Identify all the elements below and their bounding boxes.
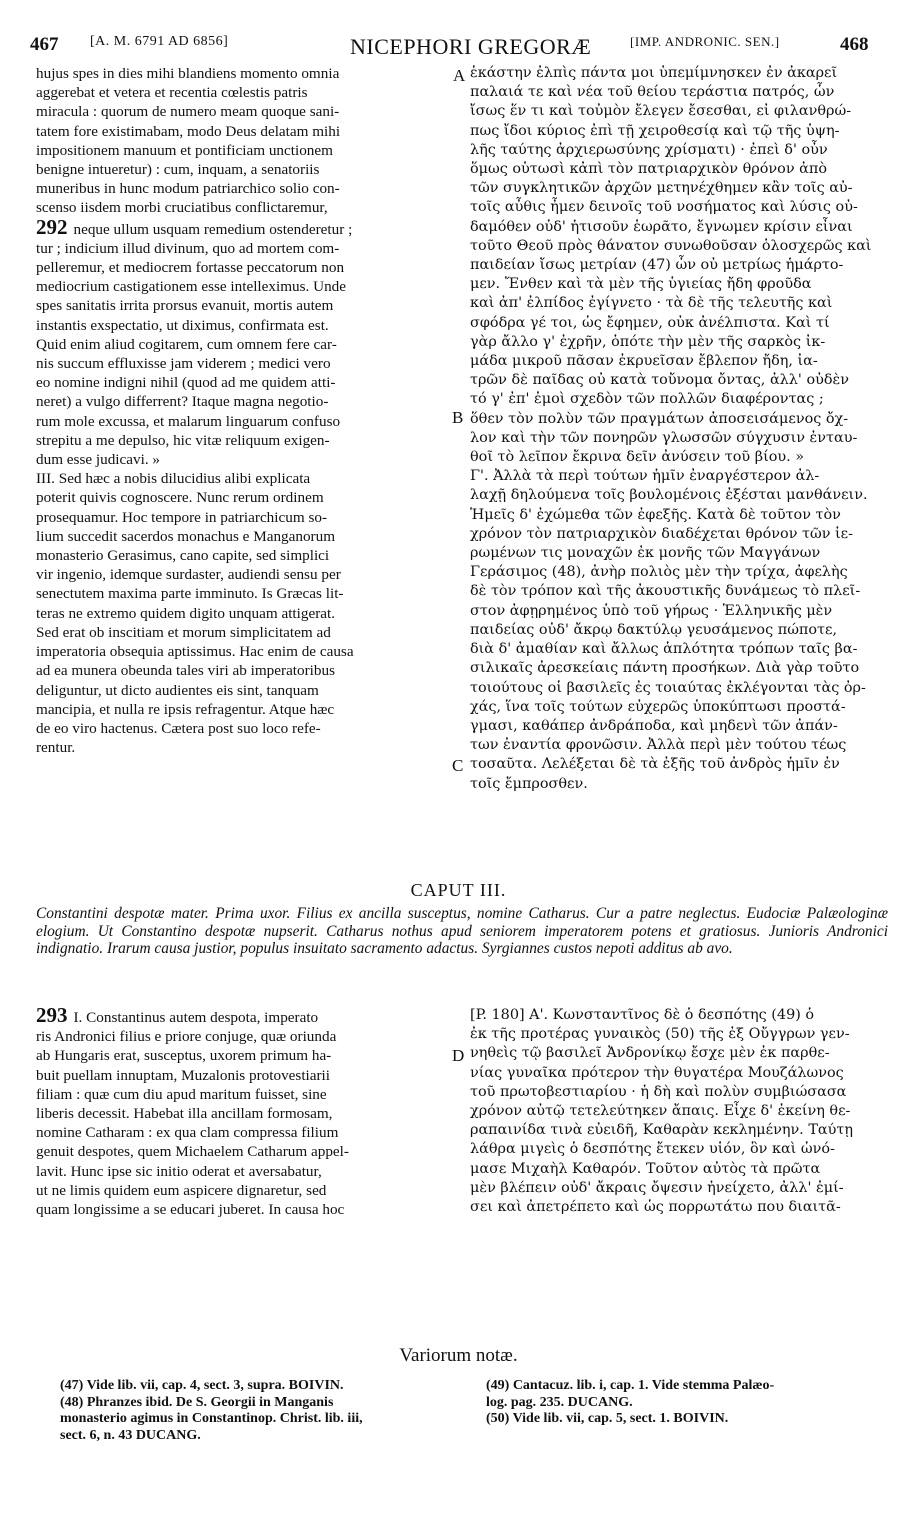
greek-line-text: δὲ τὸν τρόπον καὶ τῆς ἀκουστικῆς δυνάμεως τὸ πλεῖ- (470, 583, 861, 600)
greek-line-text: τοιούτους οἱ βασιλεῖς ἐς τοιαύτας ἐκλέγονται τὰς ὀρ- (470, 679, 866, 696)
latin-line-text: rum mole excussa, et malarum linguarum confuso (36, 412, 341, 430)
latin-line-text: senectutem maxima parte imminuto. Is Græcas lit- (36, 585, 344, 603)
latin-line (36, 642, 448, 661)
latin-line-text: ad ea munera obeunda tales viri ab imperatoribus (36, 662, 335, 680)
greek-line (470, 1083, 882, 1102)
greek-line (470, 390, 882, 409)
greek-line-text: σιλικαῖς ἀρεσκείαις πάντη προσήκων. Διὰ γὰρ τοῦτο (470, 660, 860, 677)
greek-line (470, 448, 882, 467)
greek-line (470, 582, 882, 601)
latin-line-text: poterit quivis cognoscere. Nunc rerum ordinem (36, 489, 324, 507)
latin-line-text: deliguntur, ut dicto audientes eis sint, tanquam (36, 681, 319, 699)
greek-line-text: δαμόθεν οὐδ' ἡτισοῦν ἑωρᾶτο, ἔγνωμεν κρίσιν εἶναι (470, 218, 853, 235)
greek-line (470, 640, 882, 659)
latin-line (36, 1046, 448, 1065)
latin-line-text: imperatoria obsequia aptissimus. Hac enim de causa (36, 643, 354, 661)
section-marker-b: B (452, 408, 464, 427)
latin-line-text: prosequamur. Hoc tempore in patriarchicum so- (36, 508, 328, 526)
greek-line (470, 717, 882, 736)
latin-line (36, 373, 448, 392)
latin-line-text: tatem fore existimabam, modo Deus delatam mihi (36, 122, 341, 140)
latin-line (36, 1181, 448, 1200)
latin-column-bottom (36, 1003, 448, 1219)
latin-line (36, 277, 448, 296)
latin-line (36, 1027, 448, 1046)
latin-line (36, 565, 448, 584)
latin-line-text: hujus spes in dies mihi blandiens momento omnia (36, 65, 340, 82)
latin-line (36, 179, 448, 198)
latin-line (36, 1085, 448, 1104)
latin-line-text: genuit despotes, quem Michaelem Catharum appel- (36, 1143, 349, 1161)
greek-line-text: θοῖ τὸ λεῖπον ἔκρινα δεῖν ἀνύσειν τοῦ βίου. » (470, 449, 805, 466)
latin-line-text: liberis decessit. Habebat illa ancillam formosam, (36, 1105, 333, 1123)
greek-line-text: τοῖς ἔμπροσθεν. (470, 775, 588, 792)
latin-line-text: nomine Catharam : ex qua clam compressa filium (36, 1124, 339, 1142)
latin-line-text: rentur. (36, 739, 76, 757)
latin-line (36, 1003, 448, 1027)
latin-line (36, 214, 448, 239)
section-marker-a: A (453, 66, 466, 85)
greek-line (470, 122, 882, 141)
latin-line (36, 258, 448, 277)
latin-line (36, 546, 448, 565)
year-range-left: [A. M. 6791 AD 6856] (90, 34, 229, 49)
margin-section-number: 292 (36, 214, 68, 239)
latin-line (36, 64, 448, 83)
chapter-summary: Constantini despotæ mater. Prima uxor. Filius ex ancilla susceptus, nomine Catharus. Cur a patre neglectus. Eudociæ Palæologinæ elogium. Ut Constantino despotæ nupserit. Catharus nothus apud seniorem imperatorem potens et gratiosus. Junioris Andronici indignatio. Irarum causa justior, populus insuitato sacramento adactus. Syrgiannes custos nepoti additus ab avo. (36, 905, 888, 958)
latin-line-text: dum esse judicavi. » (36, 451, 161, 469)
latin-line-text: buit puellam innuptam, Muzalonis protovestiarii (36, 1066, 330, 1084)
latin-line-text: benigne intueretur) : cum, inquam, a senatoriis (36, 161, 320, 179)
footnotes-right (486, 1378, 886, 1428)
latin-line (36, 681, 448, 700)
greek-line-text: τό γ' ἐπ' ἐμοὶ σχεδὸν τῶν πολλῶν διαφέροντας ; (470, 391, 824, 408)
latin-line (36, 527, 448, 546)
footnote-line (60, 1395, 460, 1412)
section-marker-c: C (452, 756, 464, 775)
greek-line (470, 333, 882, 352)
latin-line (36, 584, 448, 603)
latin-line-text: aggerebat et vetera et recentia cœlestis patris (36, 84, 308, 102)
latin-line (36, 719, 448, 738)
latin-line (36, 296, 448, 315)
greek-line (470, 179, 882, 198)
latin-line-text: strepitu a me depulso, hic vitæ reliquum exigen- (36, 431, 330, 449)
greek-line-text: στον ἀφῃρημένος ὑπὸ τοῦ γήρως · Ἑλληνικῆς μὲν (470, 602, 833, 619)
greek-column-bottom (470, 1006, 882, 1217)
greek-line-text: [P. 180] Α'. Κωνσταντῖνος δὲ ὁ δεσπότης (49) ὁ (470, 1007, 815, 1023)
margin-section-number: 293 (36, 1003, 68, 1027)
greek-line-text: νίας γυναῖκα πρότερον τὴν θυγατέρα Μουζάλωνος (470, 1064, 844, 1081)
latin-line (36, 1104, 448, 1123)
latin-line-text: pelleremur, et mediocrem fortasse peccatorum non (36, 259, 345, 277)
greek-line-text: λῆς ταύτης ἀρχιερωσύνης χρίσματι) · ἐπεὶ δ' οὖν (470, 141, 828, 158)
latin-line (36, 392, 448, 411)
greek-line (470, 352, 882, 371)
latin-line (36, 450, 448, 469)
greek-line (470, 64, 882, 83)
greek-line-text: σει καὶ ἀπετρέπετο καὶ ὡς πορρωτάτω που διαιτᾶ- (470, 1199, 841, 1216)
greek-line-text: νηθεὶς τῷ βασιλεῖ Ἀνδρονίκῳ ἔσχε μὲν ἐκ παρθε- (470, 1045, 830, 1062)
latin-line-text: muneribus in hunc modum patriarchico solio con- (36, 180, 340, 198)
greek-line-text: ἑκάστην ἐλπὶς πάντα μοι ὑπεμίμνησκεν ἐν ἀκαρεῖ (470, 65, 838, 81)
latin-column-top (36, 64, 448, 757)
footnote-line-text: (50) Vide lib. vii, cap. 5, sect. 1. BOIVIN. (486, 1411, 729, 1427)
latin-line-text: miracula : quorum de numero meam quoque sani- (36, 103, 340, 121)
latin-line (36, 1162, 448, 1181)
greek-line (470, 1198, 882, 1217)
greek-line-text: τοῦ πρωτοβεστιαρίου · ἡ δὴ καὶ πολὺν συμβιώσασα (470, 1083, 847, 1100)
footnote-line-text: (48) Phranzes ibid. De S. Georgii in Manganis (60, 1394, 334, 1410)
greek-line (470, 1140, 882, 1159)
emperor-right: [IMP. ANDRONIC. SEN.] (630, 34, 780, 49)
page-header (0, 0, 917, 72)
latin-line (36, 1066, 448, 1085)
page-number-left: 467 (30, 34, 59, 55)
greek-line-text: τῶν συγκλητικῶν ἀρχῶν μετηνέχθημεν κἂν τοῖς αὐ- (470, 180, 853, 197)
greek-line (470, 1121, 882, 1140)
latin-line (36, 431, 448, 450)
greek-line (470, 1064, 882, 1083)
greek-line (470, 1025, 882, 1044)
latin-line (36, 354, 448, 373)
greek-line-text: ρωμένων τις μοναχῶν ἐκ μονῆς τῶν Μαγγάνων (470, 545, 821, 562)
greek-line-text: μάδα μικροῦ πᾶσαν ἐκρυεῖσαν ἔβλεπον ἤδη, ἰα- (470, 353, 818, 370)
latin-line (36, 1123, 448, 1142)
greek-line (470, 563, 882, 582)
latin-line-text: scenso iisdem morbi cruciatibus conflictaremur, (36, 199, 328, 217)
greek-line (470, 1044, 882, 1063)
greek-line (470, 429, 882, 448)
footnote-line-text: (47) Vide lib. vii, cap. 4, sect. 3, supra. BOIVIN. (60, 1378, 344, 1393)
greek-line-text: Ἡμεῖς δ' ἐχώμεθα τῶν ἐφεξῆς. Κατὰ δὲ τοῦτον τὸν (470, 506, 841, 523)
greek-line-text: χρόνον αὐτῷ τετελεύτηκεν ἄπαις. Εἶχε δ' ἐκείνη θε- (470, 1103, 851, 1120)
latin-line (36, 623, 448, 642)
greek-line-text: Γ'. Ἀλλὰ τὰ περὶ τούτων ἡμῖν ἐναργέστερον ἀλ- (470, 468, 820, 485)
footnote-line-text: log. pag. 235. DUCANG. (486, 1394, 633, 1410)
greek-line-text: παιδείαν ἴσως μετρίαν (47) ὧν οὐ μετρίως ἡμάρτο- (470, 257, 844, 274)
section-marker-d: D (452, 1046, 465, 1065)
greek-line-text: μασε Μιχαὴλ Καθαρόν. Τοῦτον αὐτὸς τὰ πρῶτα (470, 1160, 821, 1177)
greek-line (470, 775, 882, 794)
greek-line-text: χάς, ἵνα τοῖς τούτων εὐχερῶς ὑποκύπτωσι προστά- (470, 698, 846, 715)
latin-line-text: impositionem manuum et pontificiam unctionem (36, 141, 333, 159)
running-title: NICEPHORI GREGORÆ (350, 34, 592, 59)
greek-line (470, 467, 882, 486)
latin-line-text: teras ne extremo quidem digito unquam attigerat. (36, 604, 336, 622)
greek-line (470, 102, 882, 121)
latin-line-text: lium succedit sacerdos monachus e Manganorum (36, 527, 336, 545)
latin-line (36, 412, 448, 431)
latin-line-text: quam longissime a se educari juberet. In causa hoc (36, 1201, 345, 1219)
greek-line-text: τρῶν δὲ παῖδας οὐ κατὰ τοὔνομα ὄντας, ἀλλ' οὐδὲν (470, 372, 849, 389)
latin-line-text: I. Constantinus autem despota, imperato (73, 1009, 319, 1026)
greek-line-text: ραπαινίδα τινὰ εὐειδῆ, Καθαρὰν κεκλημένην. Ταύτῃ (470, 1122, 853, 1139)
greek-line (470, 698, 882, 717)
latin-line-text: neret) a vulgo differrent? Itaque magna negotio- (36, 393, 329, 411)
latin-line-text: de eo viro hactenus. Cætera post suo loco refe- (36, 719, 321, 737)
footnotes-left (60, 1378, 460, 1444)
greek-line-text: μεν. Ἔνθεν καὶ τὰ μὲν τῆς ὑγιείας ἤδη φροῦδα (470, 276, 812, 293)
greek-line (470, 275, 882, 294)
latin-line-text: tur ; indicium illud divinum, quo ad mortem com- (36, 239, 340, 257)
greek-line (470, 659, 882, 678)
footnote-line-text: (49) Cantacuz. lib. i, cap. 1. Vide stemma Palæo- (486, 1378, 775, 1393)
latin-line (36, 83, 448, 102)
latin-line (36, 469, 448, 488)
latin-line-text: III. Sed hæc a nobis dilucidius alibi explicata (36, 470, 311, 488)
latin-line-text: spes sanitatis irrita prorsus evanuit, mortis autem (36, 297, 334, 315)
greek-line (470, 1179, 882, 1198)
greek-line (470, 314, 882, 333)
greek-line (470, 736, 882, 755)
greek-line (470, 410, 882, 429)
greek-line-text: παλαιά τε καὶ νέα τοῦ θείου τεράστια πατρός, ὧν (470, 84, 835, 101)
latin-line (36, 738, 448, 757)
greek-line-text: γμασι, καθάπερ ἀνδράποδα, καὶ μηδενὶ τῶν ἀπάν- (470, 717, 838, 734)
greek-line (470, 256, 882, 275)
latin-line-text: eo nomine indigni nihil (quod ad me quidem atti- (36, 374, 336, 392)
greek-line (470, 1006, 882, 1025)
greek-line-text: Γεράσιμος (48), ἀνὴρ πολιὸς μὲν τὴν τρίχα, ἀφελὴς (470, 564, 848, 581)
greek-line-text: τοσαῦτα. Λελέξεται δὲ τὰ ἑξῆς τοῦ ἀνδρὸς ἡμῖν ἐν (470, 756, 840, 773)
latin-line (36, 198, 448, 217)
greek-line-text: ἐκ τῆς προτέρας γυναικὸς (50) τῆς ἐξ Οὔγγρων γεν- (470, 1026, 850, 1043)
greek-line (470, 218, 882, 237)
latin-line (36, 508, 448, 527)
greek-line-text: ἴσως ἕν τι καὶ τοὐμὸν ἔλεγεν ἔσεσθαι, εἰ φιλανθρώ- (470, 103, 852, 120)
greek-line (470, 198, 882, 217)
greek-line-text: τοῖς αὖθις ἦμεν δεινοῖς τοῦ νοσήματος καὶ λύσις οὐ- (470, 199, 858, 216)
latin-line (36, 700, 448, 719)
latin-line-text: mediocrium castigationem esse intelleximus. Unde (36, 278, 347, 296)
latin-line (36, 316, 448, 335)
footnote-line (486, 1411, 886, 1428)
latin-line-text: ris Andronici filius e priore conjuge, quæ oriunda (36, 1028, 337, 1046)
greek-line (470, 1160, 882, 1179)
greek-line-text: λαχῇ δηλούμενα τοῖς βουλομένοις ἐξέσται μανθάνειν. (470, 487, 868, 504)
latin-line-text: nis succum effluxisse jam viderem ; medici vero (36, 355, 331, 373)
greek-line-text: λάθρα μιγεὶς ὁ δεσπότης ἔτεκεν υἱόν, ὃν καὶ ὠνό- (470, 1141, 835, 1158)
greek-line-text: σφόδρα γέ τοι, ὡς ἔφημεν, οὐκ ἀνέλπιστα. Καὶ τί (470, 314, 830, 331)
latin-line-text: ab Hungaris erat, susceptus, uxorem primum ha- (36, 1047, 332, 1065)
greek-line (470, 83, 882, 102)
latin-line-text: filiam : quæ cum diu apud maritum fuisset, sine (36, 1085, 327, 1103)
greek-line-text: των ἐναντία φρονῶσιν. Ἀλλὰ περὶ μὲν τούτου τέως (470, 737, 847, 754)
variorum-notes-title: Variorum notæ. (399, 1345, 518, 1366)
greek-line (470, 506, 882, 525)
latin-line (36, 141, 448, 160)
chapter-title: CAPUT III. (410, 880, 507, 900)
latin-line (36, 1142, 448, 1161)
footnote-line (60, 1411, 460, 1428)
greek-line (470, 544, 882, 563)
latin-line-text: vir ingenio, idemque surdaster, audiendi sensu per (36, 566, 341, 584)
greek-line (470, 525, 882, 544)
greek-line (470, 755, 882, 774)
latin-line (36, 122, 448, 141)
latin-line-text: neque ullum usquam remedium ostenderetur ; (73, 220, 353, 238)
latin-line (36, 1200, 448, 1219)
greek-line (470, 486, 882, 505)
latin-line (36, 239, 448, 258)
greek-line-text: καὶ ἀπ' ἐλπίδος ἐγίγνετο · τὰ δὲ τῆς τελευτῆς καὶ (470, 295, 833, 312)
footnote-line-text: monasterio agimus in Constantinop. Christ. lib. iii, (60, 1411, 363, 1427)
greek-line (470, 237, 882, 256)
latin-line-text: mancipia, et nulla re ipsis refragentur. Atque hæc (36, 700, 335, 718)
greek-line-text: λον καὶ τὴν τῶν πονηρῶν γλωσσῶν σύγχυσιν ἐνταυ- (470, 429, 858, 446)
latin-line-text: instantis exspectatio, ut diximus, confirmata est. (36, 316, 329, 334)
greek-line-text: χρόνον τὸν πατριαρχικὸν διαδέχεται θρόνον τῶν ἱε- (470, 525, 854, 542)
greek-line (470, 141, 882, 160)
greek-line (470, 621, 882, 640)
greek-line-text: πως ἴδοι κύριος ἐπὶ τῇ χειροθεσίᾳ καὶ τῷ τῆς ὑψη- (470, 122, 840, 139)
greek-line (470, 160, 882, 179)
latin-line (36, 160, 448, 179)
greek-line (470, 371, 882, 390)
greek-line (470, 1102, 882, 1121)
footnote-line (60, 1378, 460, 1395)
greek-column-top (470, 64, 882, 794)
footnote-line-text: sect. 6, n. 43 DUCANG. (60, 1427, 201, 1443)
greek-line-text: γὰρ ἄλλο γ' ἐχρῆν, ὁπότε τὴν μὲν τῆς σαρκὸς ἰκ- (470, 333, 826, 350)
footnote-line (60, 1428, 460, 1445)
greek-line-text: μὲν βλέπειν οὐδ' ἄκραις ὄψεσιν ἠνείχετο, ἀλλ' ἐμί- (470, 1179, 844, 1196)
footnote-line (486, 1395, 886, 1412)
greek-line-text: τοῦτο Θεοῦ πρὸς θάνατον συνωθοῦσαν ὁλοσχερῶς καὶ (470, 237, 872, 254)
latin-line-text: lavit. Hunc ipse sic initio oderat et aversabatur, (36, 1162, 322, 1180)
latin-line (36, 661, 448, 680)
latin-line (36, 102, 448, 121)
greek-line (470, 602, 882, 621)
greek-line-text: διὰ δ' ἀμαθίαν καὶ ἄλλως ἁπλότητα τρόπων ταῖς βα- (470, 641, 858, 658)
latin-line-text: ut ne limis quidem eum aspicere dignaretur, sed (36, 1181, 327, 1199)
greek-line (470, 294, 882, 313)
footnote-line (486, 1378, 886, 1395)
page-number-right: 468 (840, 34, 869, 55)
latin-line (36, 335, 448, 354)
latin-line-text: Quid enim aliud cogitarem, cum omnem fere car- (36, 335, 337, 353)
latin-line-text: Sed erat ob inscitiam et morum simplicitatem ad (36, 623, 331, 641)
latin-line-text: monasterio Gerasimus, cano capite, sed simplici (36, 547, 330, 565)
latin-line (36, 488, 448, 507)
greek-line (470, 679, 882, 698)
greek-line-text: ὅμως οὑτωσὶ κἀπὶ τὸν πατριαρχικὸν θρόνον ἀπὸ (470, 161, 827, 178)
greek-line-text: ὅθεν τὸν πολὺν τῶν πραγμάτων ἀποσεισάμενος ὄχ- (470, 410, 849, 427)
latin-line (36, 604, 448, 623)
greek-line-text: παιδείας οὐδ' ἄκρῳ δακτύλῳ γευσάμενος πώποτε, (470, 621, 838, 638)
